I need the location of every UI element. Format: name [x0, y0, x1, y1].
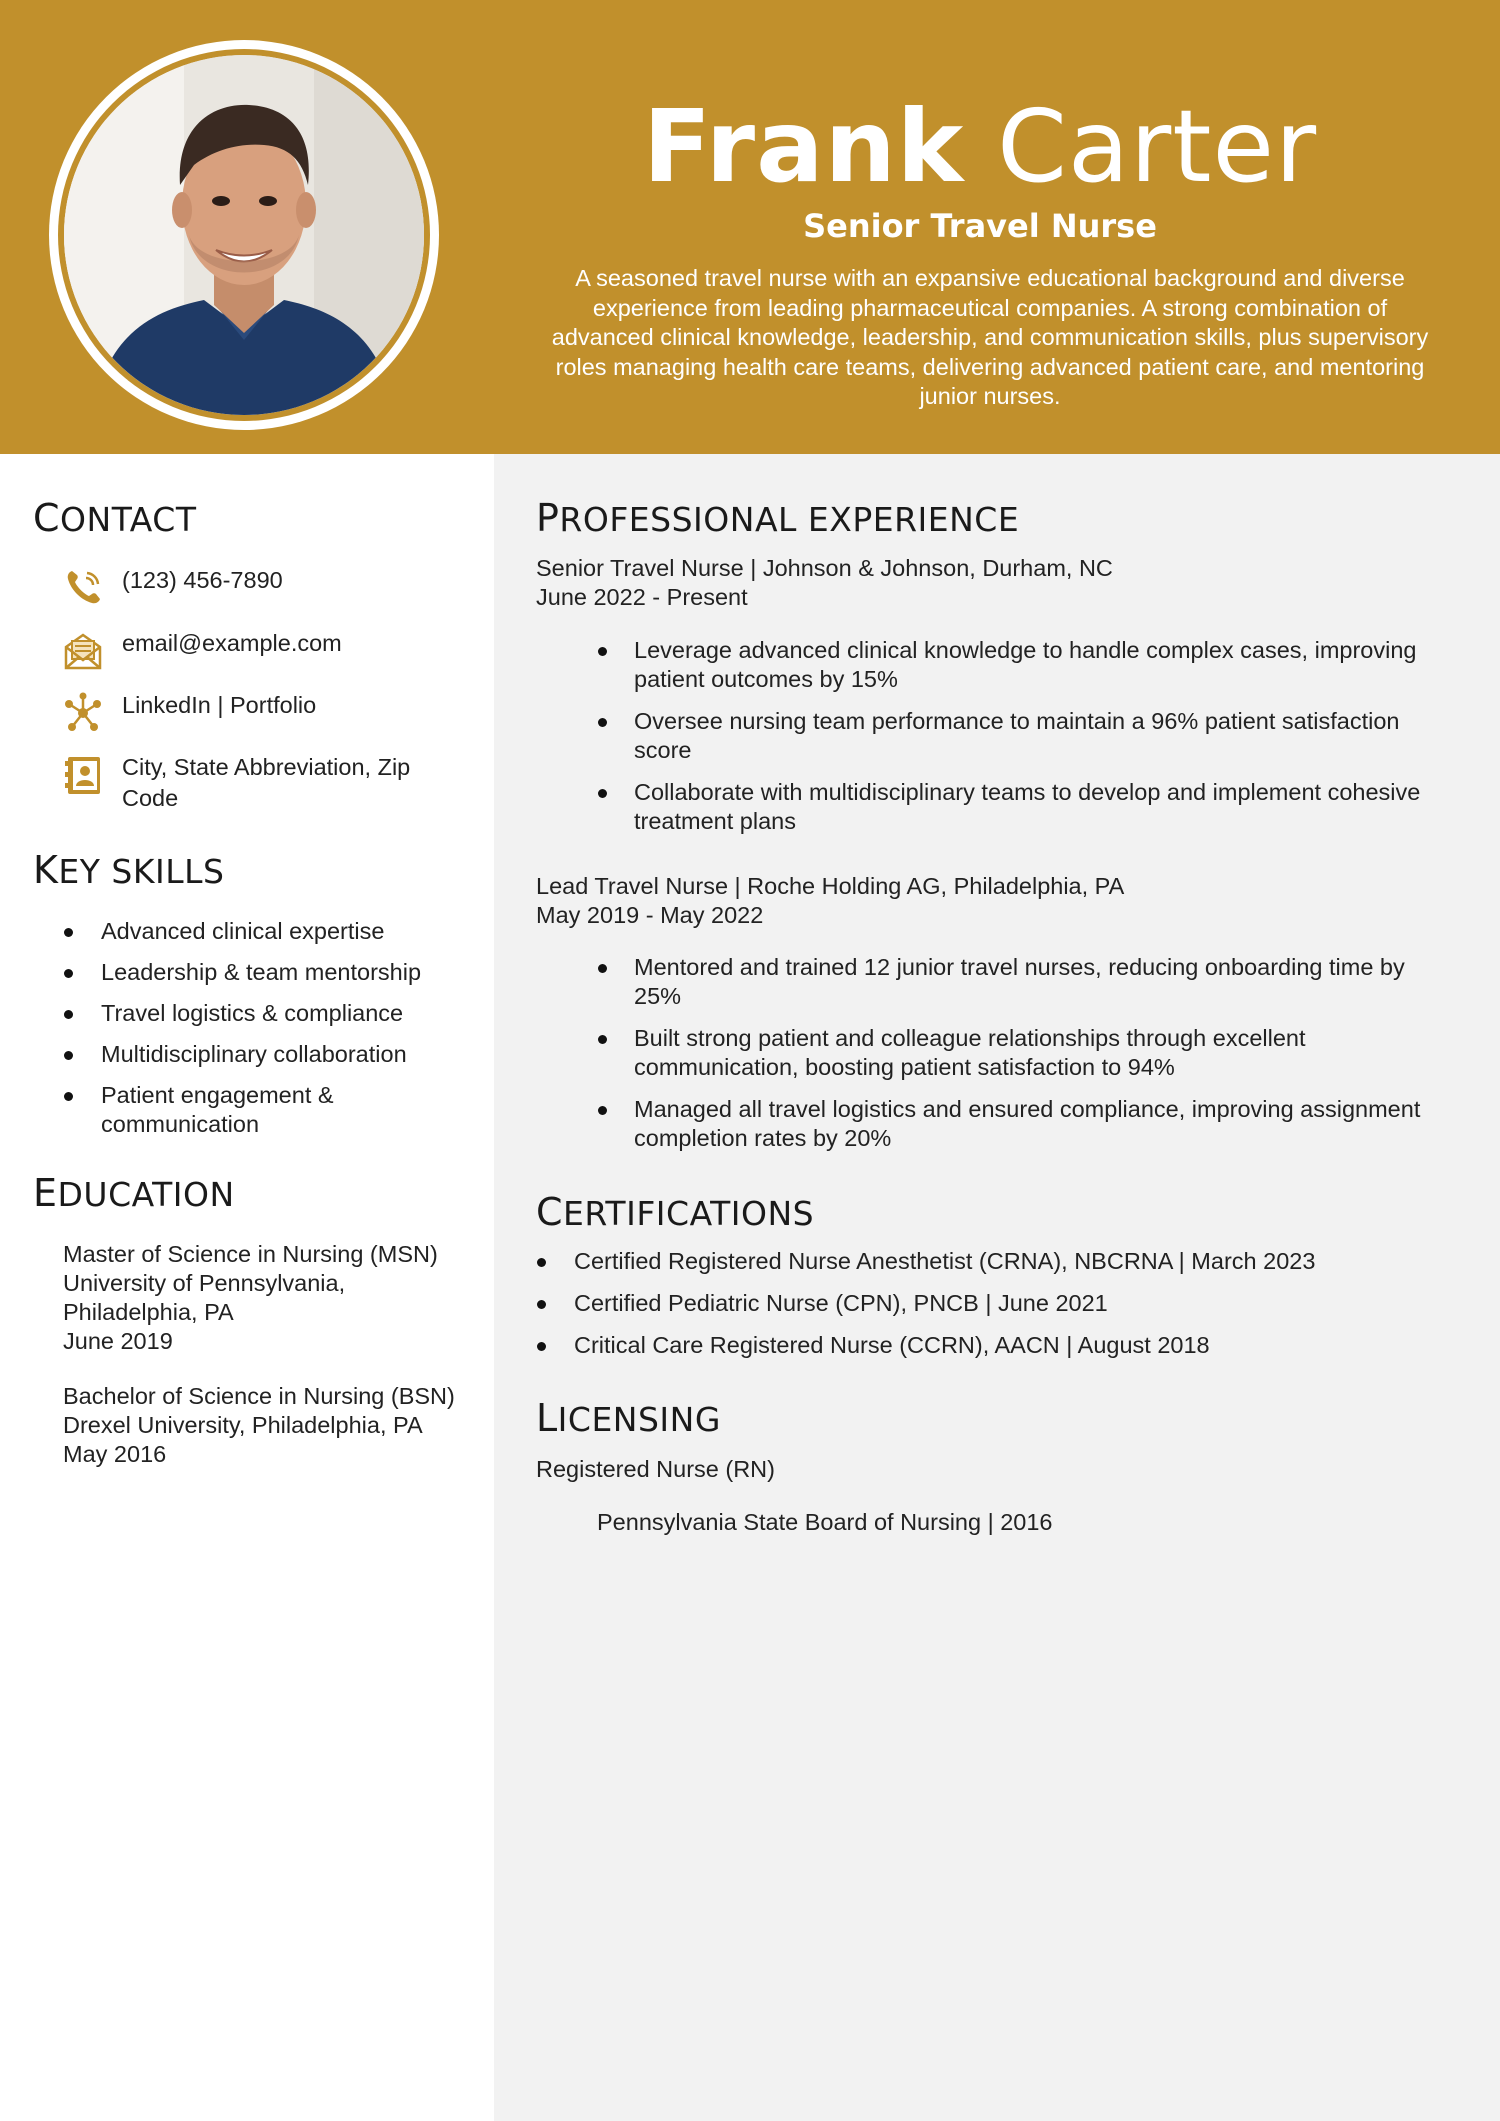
job-dates: June 2022 - Present — [536, 583, 748, 610]
degree: Bachelor of Science in Nursing (BSN) — [63, 1383, 455, 1409]
job-dates: May 2019 - May 2022 — [536, 901, 764, 928]
licensing-heading: LICENSING — [536, 1396, 721, 1440]
contact-address — [60, 752, 442, 814]
contact-links[interactable] — [60, 690, 316, 736]
list-item: Certified Pediatric Nurse (CPN), PNCB | June 2021 — [536, 1289, 1436, 1318]
job-entry-header — [536, 554, 1113, 611]
list-item: Leverage advanced clinical knowledge to handle complex cases, improving patient outcomes by 15% — [596, 636, 1456, 694]
list-item: Mentored and trained 12 junior travel nurses, reducing onboarding time by 25% — [596, 953, 1436, 1011]
contact-card-icon — [60, 752, 106, 798]
contact-email[interactable] — [60, 628, 342, 674]
list-item: Certified Registered Nurse Anesthetist (CRNA), NBCRNA | March 2023 — [536, 1247, 1436, 1276]
graduation-date: June 2019 — [63, 1328, 173, 1354]
profile-photo — [64, 55, 424, 415]
school: Drexel University, Philadelphia, PA — [63, 1412, 423, 1438]
candidate-name — [540, 88, 1420, 206]
list-item: Built strong patient and colleague relationships through excellent communication, boosting patient satisfaction to 94% — [596, 1024, 1436, 1082]
profile-photo-frame — [49, 40, 439, 430]
phone-number: (123) 456-7890 — [122, 567, 283, 593]
education-entry — [63, 1382, 473, 1469]
list-item: Oversee nursing team performance to maintain a 96% patient satisfaction score — [596, 707, 1456, 765]
header-banner — [0, 0, 1500, 454]
job-bullets — [596, 636, 1456, 849]
job-bullets — [596, 953, 1436, 1166]
list-item: Critical Care Registered Nurse (CCRN), AACN | August 2018 — [536, 1331, 1436, 1360]
skills-list — [62, 917, 462, 1151]
job-title-company: Lead Travel Nurse | Roche Holding AG, Philadelphia, PA — [536, 873, 1125, 899]
linkedin-portfolio-links[interactable]: LinkedIn | Portfolio — [122, 692, 317, 718]
list-item: Managed all travel logistics and ensured compliance, improving assignment completion rates by 20% — [596, 1095, 1436, 1153]
email-address: email@example.com — [122, 630, 342, 656]
school: University of Pennsylvania, Philadelphia, PA — [63, 1270, 346, 1325]
experience-heading: PROFESSIONAL EXPERIENCE — [536, 496, 1020, 540]
list-item: Patient engagement & communication — [62, 1081, 352, 1139]
education-entry — [63, 1240, 473, 1356]
person-portrait-icon — [64, 55, 424, 415]
professional-summary: A seasoned travel nurse with an expansive educational background and diverse experience from leading pharmaceutical companies. A strong combination of advanced clinical knowledge, leadership, and communication skills, plus supervisory roles managing health care teams, delivering advanced patient care, and mentoring junior nurses. — [551, 265, 1429, 409]
list-item: Travel logistics & compliance — [62, 999, 462, 1028]
license-board: Pennsylvania State Board of Nursing | 2016 — [597, 1509, 1053, 1535]
degree: Master of Science in Nursing (MSN) — [63, 1241, 438, 1267]
license-name: Registered Nurse (RN) — [536, 1456, 775, 1482]
contact-heading: CONTACT — [33, 496, 197, 540]
list-item: Leadership & team mentorship — [62, 958, 462, 987]
last-name: Carter — [997, 88, 1318, 205]
education-heading: EDUCATION — [33, 1171, 235, 1215]
graduation-date: May 2016 — [63, 1441, 167, 1467]
list-item: Multidisciplinary collaboration — [62, 1040, 462, 1069]
phone-icon — [60, 565, 106, 611]
contact-phone[interactable] — [60, 565, 283, 611]
certifications-list — [536, 1247, 1436, 1373]
network-icon — [60, 690, 106, 736]
job-entry-header — [536, 872, 1124, 929]
job-title-company: Senior Travel Nurse | Johnson & Johnson, Durham, NC — [536, 555, 1113, 581]
key-skills-heading: KEY SKILLS — [33, 848, 225, 892]
certifications-heading: CERTIFICATIONS — [536, 1190, 815, 1234]
envelope-icon — [60, 628, 106, 674]
job-title: Senior Travel Nurse — [803, 207, 1157, 245]
first-name: Frank — [642, 88, 965, 205]
list-item: Collaborate with multidisciplinary teams to develop and implement cohesive treatment plans — [596, 778, 1456, 836]
mailing-address: City, State Abbreviation, Zip Code — [122, 754, 411, 811]
list-item: Advanced clinical expertise — [62, 917, 462, 946]
